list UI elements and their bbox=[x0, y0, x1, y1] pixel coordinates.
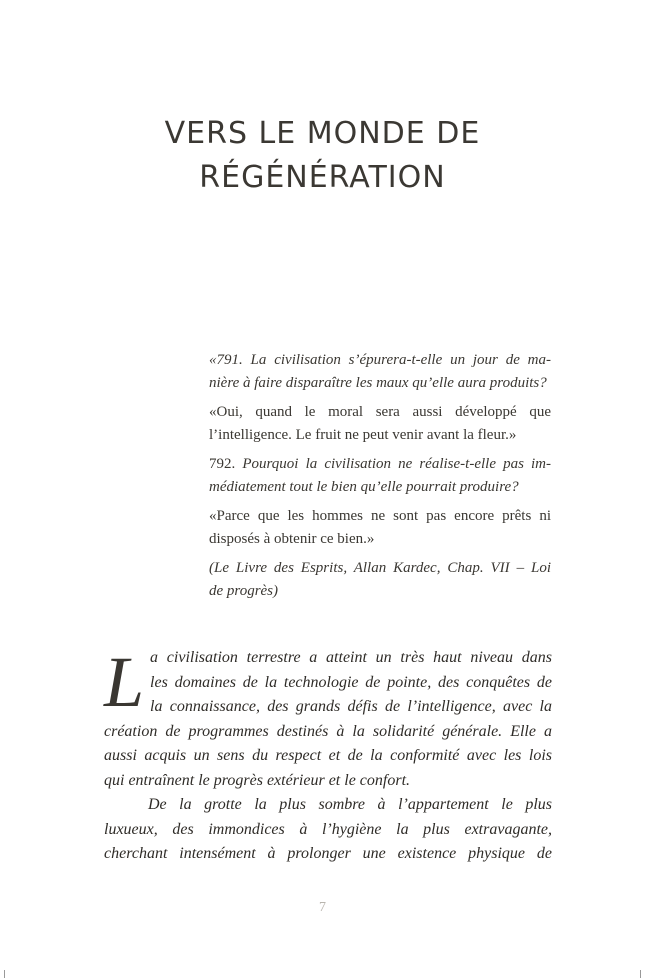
chapter-title bbox=[60, 112, 585, 200]
question-text: Pourquoi la civilisation ne réalise-t-elle pas im- bbox=[242, 456, 552, 472]
epigraph bbox=[209, 349, 551, 609]
paragraph-1-line: qui entraînent le progrès extérieur et le confort. bbox=[104, 771, 411, 789]
paragraph-2-line: De la grotte la plus sombre à l’appartement le plus bbox=[148, 796, 552, 813]
chapter-title-line-1: VERS LE MONDE DE bbox=[164, 116, 481, 151]
text-line: «Oui, quand le moral sera aussi développé que bbox=[209, 404, 551, 420]
page-number: 7 bbox=[319, 900, 326, 915]
text-line: «791. La civilisation s’épurera-t-elle un jour de ma- bbox=[209, 352, 551, 368]
paragraph-1-line: la connaissance, des grands défis de l’intelligence, avec la bbox=[150, 698, 552, 715]
epigraph-source bbox=[209, 557, 551, 603]
paragraph-1-line: a civilisation terrestre a atteint un très haut niveau dans bbox=[150, 649, 552, 666]
text-line bbox=[209, 453, 551, 476]
paragraph-2-line: luxueux, des immondices à l’hygiène la plus extravagante, bbox=[104, 820, 552, 838]
paragraph-1-line: les domaines de la technologie de pointe, des conquêtes de bbox=[150, 673, 552, 691]
text-line: de progrès) bbox=[209, 583, 279, 599]
chapter-title-line-2: RÉGÉNÉRATION bbox=[199, 160, 446, 195]
paragraph-2-line: cherchant intensément à prolonger une existence physique de bbox=[104, 845, 552, 862]
epigraph-question-791 bbox=[209, 349, 551, 395]
text-line: disposés à obtenir ce bien.» bbox=[209, 531, 375, 547]
epigraph-answer-791 bbox=[209, 401, 551, 447]
crop-mark bbox=[4, 970, 5, 978]
question-number: 792. bbox=[209, 456, 236, 472]
epigraph-question-792 bbox=[209, 453, 551, 499]
crop-mark bbox=[640, 970, 641, 978]
text-line: nière à faire disparaître les maux qu’elle aura produits? bbox=[209, 375, 547, 391]
text-line: (Le Livre des Esprits, Allan Kardec, Chap. VII – Loi bbox=[209, 560, 551, 576]
paragraph-1-line: création de programmes destinés à la solidarité générale. Elle a bbox=[104, 722, 552, 740]
text-line: médiatement tout le bien qu’elle pourrait produire? bbox=[209, 479, 519, 495]
text-line: «Parce que les hommes ne sont pas encore prêts ni bbox=[209, 508, 551, 524]
text-line: l’intelligence. Le fruit ne peut venir avant la fleur.» bbox=[209, 427, 517, 443]
chapter-body bbox=[104, 642, 552, 867]
paragraph-1-line: aussi acquis un sens du respect et de la conformité avec les lois bbox=[104, 747, 552, 764]
epigraph-answer-792 bbox=[209, 505, 551, 551]
drop-cap: L bbox=[104, 642, 145, 722]
